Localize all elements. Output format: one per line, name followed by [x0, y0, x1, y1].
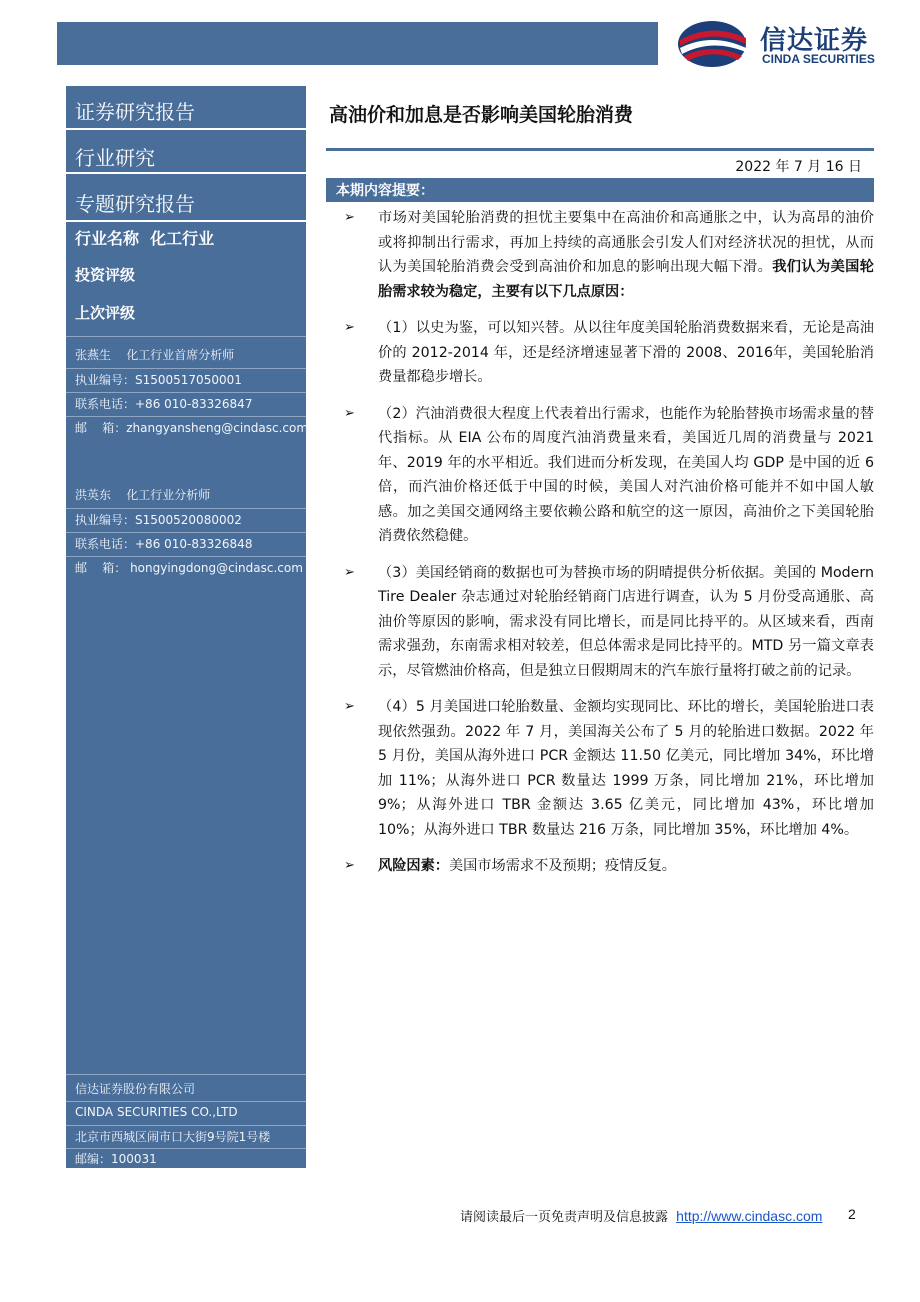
company-name-en: CINDA SECURITIES CO.,LTD	[75, 1105, 238, 1119]
section-title: 本期内容提要：	[336, 183, 434, 199]
arrow-bullet-icon: ➢	[344, 699, 355, 714]
research-type: 行业研究	[75, 146, 155, 170]
bullet-text: 市场对美国轮胎消费的担忧主要集中在高油价和高通胀之中，认为高昂的油价或将抑制出行需求，再加上持续的高通胀会引发人们对经济状况的担忧，从而认为美国轮胎消费会受到高油价和加息的影响出现大幅下滑。	[378, 210, 874, 275]
bullet-bold-text: 我们认为美国轮胎需求较为稳定，主要有以下几点原因：	[378, 259, 874, 300]
brand-name-en: CINDA SECURITIES	[762, 52, 875, 66]
list-item	[330, 316, 874, 390]
analyst-2-name: 洪英东 化工行业分析师	[75, 488, 211, 502]
sidebar-divider	[66, 368, 306, 369]
sidebar-divider	[66, 532, 306, 533]
sidebar-divider	[66, 508, 306, 509]
report-type-row	[66, 86, 306, 130]
analyst-2-email: 邮 箱： hongyingdong@cindasc.com	[75, 561, 303, 575]
sidebar-divider	[66, 1074, 306, 1075]
analyst-1-email: 邮 箱：zhangyansheng@cindasc.com	[75, 421, 309, 435]
cinda-logo	[676, 18, 896, 70]
brand-name-cn: 信达证券	[760, 26, 869, 56]
sidebar-divider	[66, 1101, 306, 1102]
page-number: 2	[848, 1206, 856, 1222]
arrow-bullet-icon: ➢	[344, 320, 355, 335]
prev-rating-label: 上次评级	[75, 304, 136, 322]
website-link[interactable]: http://www.cindasc.com	[676, 1208, 823, 1224]
report-date: 2022 年 7 月 16 日	[735, 159, 862, 175]
header-bar	[57, 22, 658, 65]
arrow-bullet-icon: ➢	[344, 858, 355, 873]
section-header	[326, 178, 874, 202]
cinda-logo-icon	[676, 18, 748, 70]
sidebar-divider	[66, 392, 306, 393]
page-title: 高油价和加息是否影响美国轮胎消费	[329, 104, 634, 126]
footer	[460, 1206, 822, 1225]
bullet-text: 美国市场需求不及预期；疫情反复。	[448, 858, 676, 874]
sidebar-divider	[66, 1148, 306, 1149]
risk-label: 风险因素：	[378, 858, 449, 874]
bullet-text: （1）以史为鉴，可以知兴替。从以往年度美国轮胎消费数据来看，无论是高油价的 2012-2014 年，还是经济增速显著下滑的 2008、2016年，美国轮胎消费量都稳步增长。	[378, 320, 874, 385]
list-item	[330, 695, 874, 842]
arrow-bullet-icon: ➢	[344, 405, 355, 421]
company-address: 北京市西城区闹市口大街9号院1号楼	[75, 1130, 271, 1144]
analyst-1-cert: 执业编号：S1500517050001	[75, 373, 242, 387]
rating-label: 投资评级	[75, 266, 136, 284]
sidebar-divider	[66, 336, 306, 337]
analyst-1-phone: 联系电话：+86 010-83326847	[75, 397, 253, 411]
list-item	[330, 402, 874, 549]
report-subtype-row	[66, 174, 306, 222]
report-type: 证券研究报告	[75, 100, 195, 124]
sidebar-divider	[66, 556, 306, 557]
bullet-text: （4）5 月美国进口轮胎数量、金额均实现同比、环比的增长，美国轮胎进口表现依然强劲。2022 年 7 月，美国海关公布了 5 月的轮胎进口数据。2022 年 5 月份，美国从海外进口 PCR 金额达 11.50 亿美元，同比增加 34%，环比增加 11%；从海外进口 PCR 数量达 1999 万条，同比增加 21%，环比增加 9%；从海外进口 TBR 金额达 3.65 亿美元，同比增加 43%，环比增加 10%；从海外进口 TBR 数量达 216 万条，同比增加 35%，环比增加 4%。	[378, 699, 874, 838]
sidebar-divider	[66, 416, 306, 417]
list-item	[330, 561, 874, 684]
industry-name	[75, 226, 214, 249]
arrow-bullet-icon: ➢	[344, 564, 355, 580]
bullet-text: （3）美国经销商的数据也可为替换市场的阴晴提供分析依据。美国的 Modern Tire Dealer 杂志通过对轮胎经销商门店进行调查，认为 5 月份受高通胀、高油价等原因的影响，需求没有同比增长，而是同比持平的。从区域来看，西南需求强劲，东南需求相对较差，但总体需求是同比持平的。MTD 另一篇文章表示，尽管燃油价格高，但是独立日假期周末的汽车旅行量将打破之前的记录。	[378, 564, 874, 679]
analyst-2-cert: 执业编号：S1500520080002	[75, 513, 242, 527]
sidebar-divider	[66, 1125, 306, 1126]
bullet-text: （2）汽油消费很大程度上代表着出行需求，也能作为轮胎替换市场需求量的替代指标。从 EIA 公布的周度汽油消费量来看，美国近几周的消费量与 2021 年、2019 年的水平相近。我们进而分析发现，在美国人均 GDP 是中国的近 6 倍，而汽油价格还低于中国的时候，美国人对汽油价格可能并不如中国人敏感。加之美国交通网络主要依赖公路和航空的这一原因，高油价之下美国轮胎消费依然稳健。	[378, 405, 874, 544]
company-postcode: 邮编：100031	[75, 1152, 157, 1166]
analyst-1-name: 张燕生 化工行业首席分析师	[75, 348, 235, 362]
company-name-cn: 信达证券股份有限公司	[75, 1082, 196, 1096]
report-subtype: 专题研究报告	[75, 192, 195, 216]
research-type-row	[66, 130, 306, 174]
list-item	[330, 854, 874, 879]
footer-disclaimer: 请阅读最后一页免责声明及信息披露	[460, 1210, 669, 1225]
list-item	[330, 206, 874, 304]
summary-list	[330, 206, 874, 891]
title-divider	[326, 148, 874, 151]
analyst-2-phone: 联系电话：+86 010-83326848	[75, 537, 253, 551]
industry-value: 化工行业	[150, 229, 215, 248]
sidebar	[66, 86, 309, 1168]
industry-label: 行业名称	[75, 229, 140, 248]
arrow-bullet-icon: ➢	[344, 210, 355, 225]
